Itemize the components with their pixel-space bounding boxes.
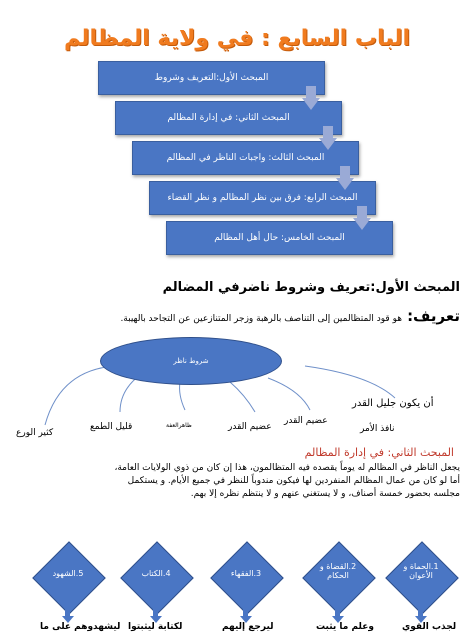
section2-line: أما لو كان من عمال المظالم المنفردين لها فيكون مندوباً للنظر في جميع الأيام. و يستكمل <box>127 476 460 486</box>
step-label: المبحث الرابع: فرق بين نظر المظالم و نظر القضاء <box>167 193 358 203</box>
condition-item: عضيم القدر <box>228 422 272 432</box>
definition-label: تعريف: <box>407 307 460 325</box>
section2-line: مجلسه بحضور خمسة أصناف، و لا يستغني عنهم و لا ينتظم نظره إلا بهم. <box>190 489 460 499</box>
step-label: المبحث الثالث: واجبات الناظر في المظالم <box>166 153 325 163</box>
condition-item: كثير الورع <box>16 428 54 438</box>
group-label: 2.القضاة و الحكام <box>319 562 357 580</box>
group-label: 5.الشهود <box>52 569 84 578</box>
group-caption: لجذب القوي <box>402 622 457 632</box>
definition-text: هو قود المتظالمين إلى التناصف بالرهبة وزجر المتنازعين عن التجاحد بالهيبة. <box>120 314 402 324</box>
step-arrow-icon <box>353 206 371 230</box>
group-label: 3.الفقهاء <box>230 569 262 578</box>
group-label: 4.الكتاب <box>141 569 171 578</box>
section2-line: يجعل الناظر في المظالم له يوماً يقصده فيه المتظالمون، هذا إن كان من ذوي الولايات العامة، <box>114 463 460 473</box>
section1-heading: المبحث الأول:تعريف وشروط ناضرفي المضالم <box>162 280 460 295</box>
group-caption: ليشهدوهم على ما <box>40 622 121 632</box>
down-arrow-icon <box>150 598 162 623</box>
definition-line <box>20 306 460 325</box>
step-label: المبحث الثاني: في إدارة المظالم <box>167 113 290 123</box>
condition-item: نافذ الأمر <box>360 424 395 434</box>
step-label: المبحث الأول:التعريف وشروط <box>154 73 269 83</box>
condition-item: ظاهرالعفة <box>166 422 192 429</box>
conditions-center-label: شروط ناظر <box>173 357 209 365</box>
condition-item: أن يكون جليل القدر <box>352 398 434 409</box>
group-caption: وعلم ما يثبت <box>316 622 374 632</box>
down-arrow-icon <box>240 598 252 623</box>
group-label: 1.الحماة و الأعوان <box>403 562 439 580</box>
down-arrow-icon <box>415 598 427 623</box>
step-label: المبحث الخامس: حال أهل المظالم <box>214 233 345 243</box>
step-arrow-icon <box>336 166 354 190</box>
down-arrow-icon <box>332 598 344 623</box>
page-title: الباب السابع : في ولاية المظالم <box>63 26 411 51</box>
step-arrow-icon <box>319 126 337 150</box>
step-arrow-icon <box>302 86 320 110</box>
section2-body <box>15 462 460 501</box>
condition-item: قليل الطمع <box>90 422 133 432</box>
section2-heading: المبحث الثاني: في إدارة المظالم <box>304 446 454 459</box>
down-arrow-icon <box>62 598 74 623</box>
conditions-center-node <box>100 337 282 385</box>
group-caption: لكتابة ليثبتوا <box>128 622 183 632</box>
group-caption: ليرجع إليهم <box>222 622 274 632</box>
step-box-1 <box>98 61 325 95</box>
condition-item: عضيم القدر <box>284 416 328 426</box>
